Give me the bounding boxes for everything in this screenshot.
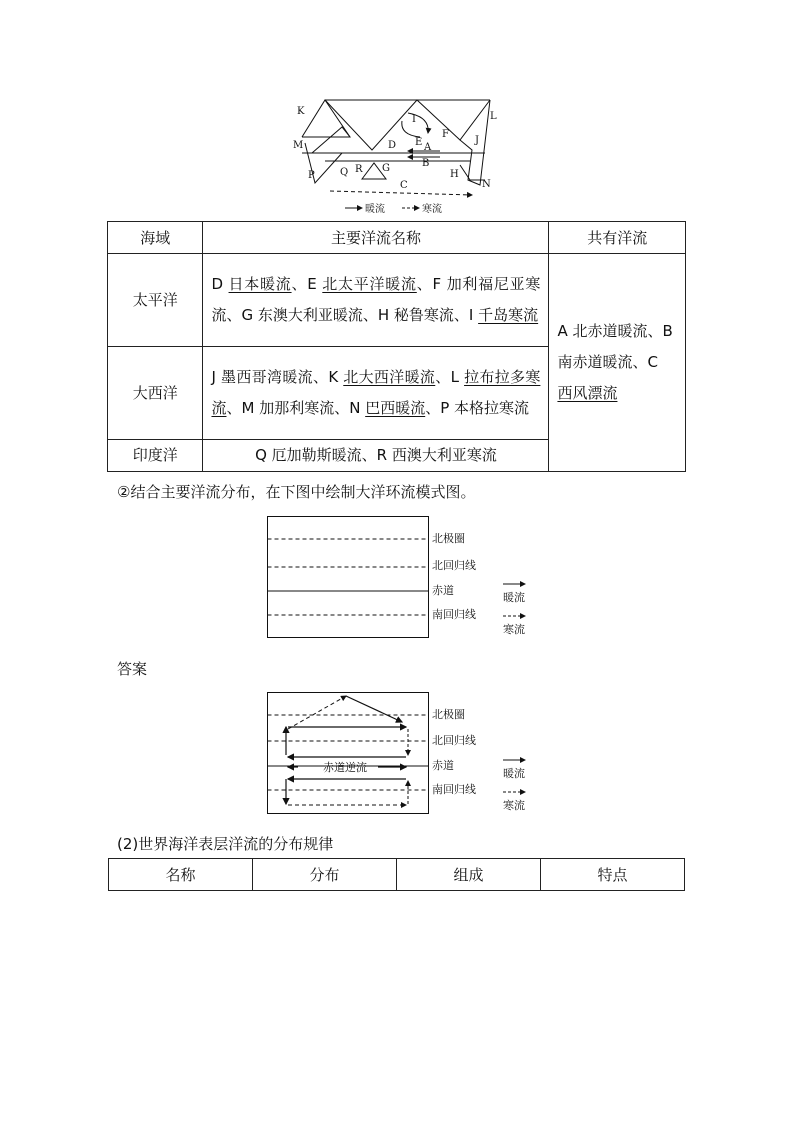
common-currents: A 北赤道暖流、B 南赤道暖流、C 西风漂流	[549, 254, 686, 472]
blank-circulation-diagram	[266, 515, 536, 640]
label-h: H	[450, 169, 459, 180]
label-g: G	[382, 163, 390, 174]
header-ocean: 海域	[108, 222, 203, 254]
answer-label-equator: 赤道	[432, 759, 454, 772]
header-composition: 组成	[397, 859, 541, 891]
label-tropic-cancer: 北回归线	[432, 559, 476, 572]
atlantic-currents: J 墨西哥湾暖流、K 北大西洋暖流、L 拉布拉多寒流、M 加那利寒流、N 巴西暖流、P 本格拉寒流	[203, 347, 549, 440]
answer-north-atlantic-current: 北大西洋暖流	[343, 368, 436, 386]
answer-label: 答案	[117, 660, 148, 678]
label-q: Q	[340, 167, 349, 178]
header-common: 共有洋流	[549, 222, 686, 254]
header-distribution: 分布	[253, 859, 397, 891]
label-a: A	[424, 142, 432, 153]
answer-west-wind-drift: 西风漂流	[557, 384, 618, 402]
answer-label-tropic-capricorn: 南回归线	[432, 783, 476, 796]
answer-legend-cold: 寒流	[503, 799, 525, 812]
label-c: C	[400, 180, 408, 191]
label-n: N	[482, 179, 491, 190]
label-tropic-capricorn: 南回归线	[432, 608, 476, 621]
legend-warm: 暖流	[365, 204, 385, 215]
answer-brazil-current: 巴西暖流	[365, 399, 426, 417]
header-currents: 主要洋流名称	[203, 222, 549, 254]
legend-cold: 寒流	[422, 204, 442, 215]
label-j: J	[475, 135, 480, 146]
answer-north-pacific-current: 北太平洋暖流	[322, 275, 417, 293]
answer-oyashio-current: 千岛寒流	[478, 306, 539, 324]
label-equator: 赤道	[432, 584, 454, 597]
ocean-current-schematic	[290, 95, 505, 220]
instruction-text: ②结合主要洋流分布，在下图中绘制大洋环流模式图。	[117, 483, 476, 501]
label-d: D	[388, 140, 397, 151]
answer-label-arctic-circle: 北极圈	[432, 708, 465, 721]
section-2-title: (2)世界海洋表层洋流的分布规律	[117, 835, 334, 853]
header-features: 特点	[541, 859, 685, 891]
ocean-pacific: 太平洋	[108, 254, 203, 347]
answer-circulation-diagram	[266, 691, 536, 816]
label-arctic-circle: 北极圈	[432, 532, 465, 545]
label-p: P	[308, 170, 315, 181]
label-l: L	[490, 111, 497, 122]
indian-currents: Q 厄加勒斯暖流、R 西澳大利亚寒流	[203, 440, 549, 472]
distribution-table	[108, 858, 685, 891]
answer-legend-warm: 暖流	[503, 767, 525, 780]
pacific-currents: D 日本暖流、E 北太平洋暖流、F 加利福尼亚寒流、G 东澳大利亚暖流、H 秘鲁寒流、I 千岛寒流	[203, 254, 549, 347]
legend-cold-current: 寒流	[503, 623, 525, 636]
label-f: F	[442, 129, 449, 140]
legend-warm-current: 暖流	[503, 591, 525, 604]
header-name: 名称	[109, 859, 253, 891]
answer-japan-current: 日本暖流	[228, 275, 292, 293]
label-m: M	[293, 140, 304, 151]
ocean-indian: 印度洋	[108, 440, 203, 472]
label-r: R	[355, 164, 363, 175]
label-k: K	[297, 106, 305, 117]
label-equatorial-counter-current: 赤道逆流	[323, 761, 367, 774]
ocean-currents-table	[107, 221, 686, 472]
answer-labrador-current: 拉布拉多寒流	[211, 368, 541, 417]
label-e: E	[415, 137, 423, 148]
ocean-atlantic: 大西洋	[108, 347, 203, 440]
answer-label-tropic-cancer: 北回归线	[432, 734, 476, 747]
label-i: I	[412, 114, 416, 125]
label-b: B	[422, 158, 430, 169]
